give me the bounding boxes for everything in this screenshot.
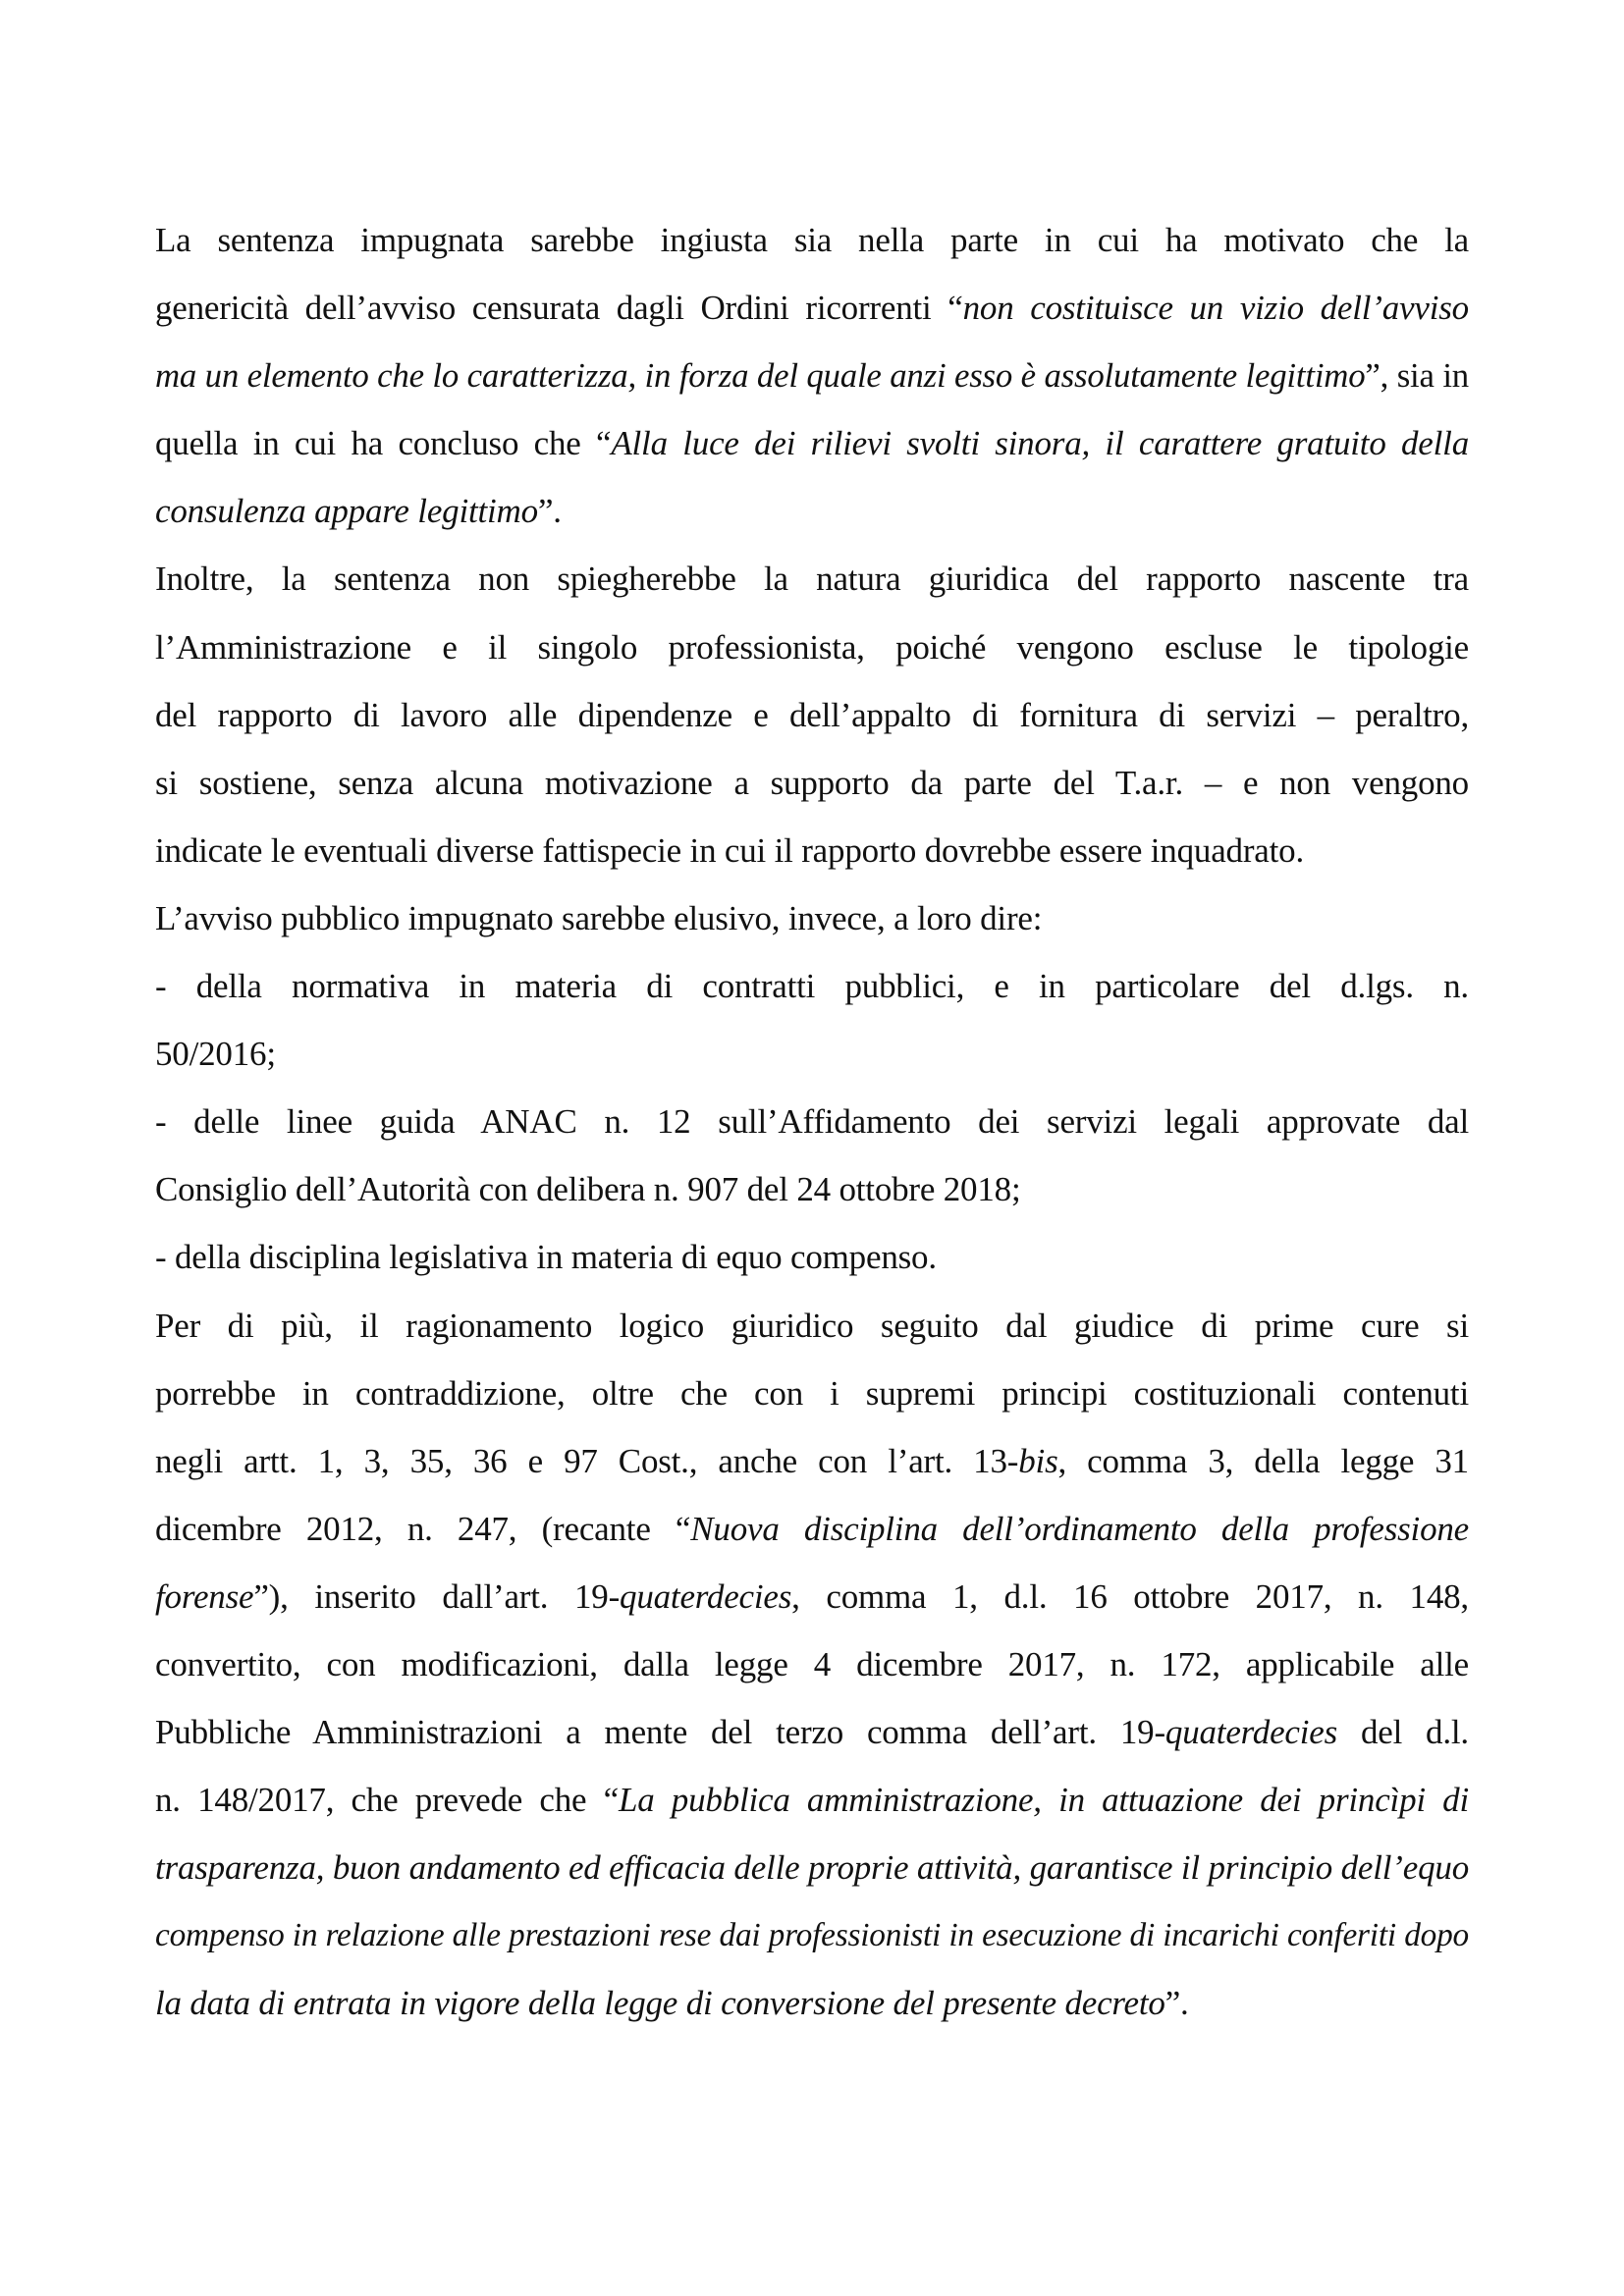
text-line [155, 1088, 1469, 1155]
italic-quote-segment: Alla luce dei rilievi svolti sinora, il carattere gratuito della [611, 424, 1469, 463]
text-segment: , comma 3, della legge 31 [1057, 1441, 1469, 1480]
text-segment: ”), inserito dall’art. 19- [253, 1576, 621, 1616]
text-line [155, 817, 1469, 884]
text-line [155, 1292, 1469, 1360]
text-segment: del rapporto di lavoro alle dipendenze e dell’appalto di fornitura di servizi – peraltro, [155, 695, 1469, 734]
italic-quote-segment: Nuova disciplina dell’ordinamento della professione [690, 1509, 1469, 1548]
text-segment: , comma 1, d.l. 16 ottobre 2017, n. 148, [791, 1576, 1469, 1616]
text-line [155, 1360, 1469, 1427]
paragraph-p5 [155, 1088, 1469, 1223]
text-segment: ”. [1164, 1984, 1189, 2023]
text-line [155, 1698, 1469, 1766]
paragraph-p4 [155, 952, 1469, 1088]
text-line [155, 1563, 1469, 1630]
text-segment: ”. [537, 492, 562, 531]
document-page [155, 206, 1469, 2038]
text-segment: n. 148/2017, che prevede che “ [155, 1781, 619, 1820]
text-segment: convertito, con modificazioni, dalla legge 4 dicembre 2017, n. 172, applicabile alle [155, 1644, 1469, 1683]
text-segment: Per di più, il ragionamento logico giuridico seguito dal giudice di prime cure si [155, 1306, 1469, 1345]
paragraph-p7 [155, 1292, 1469, 2038]
text-segment: del d.l. [1337, 1713, 1469, 1752]
text-line [155, 1155, 1469, 1223]
text-segment: La sentenza impugnata sarebbe ingiusta sia nella parte in cui ha motivato che la [155, 221, 1469, 259]
text-line [155, 477, 1469, 545]
text-segment: L’avviso pubblico impugnato sarebbe elusivo, invece, a loro dire: [155, 898, 1043, 937]
paragraph-p3 [155, 884, 1469, 952]
text-segment: l’Amministrazione e il singolo professionista, poiché vengono escluse le tipologie [155, 627, 1469, 667]
italic-quote-segment: quaterdecies [1164, 1713, 1338, 1752]
text-segment: negli artt. 1, 3, 35, 36 e 97 Cost., anche con l’art. 13- [155, 1441, 1019, 1480]
text-segment: - della disciplina legislativa in materia di equo compenso. [155, 1238, 937, 1277]
text-segment: dicembre 2012, n. 247, (recante “ [155, 1509, 691, 1548]
text-segment: porrebbe in contraddizione, oltre che con i supremi principi costituzionali contenuti [155, 1373, 1469, 1413]
paragraph-p2 [155, 545, 1469, 883]
text-line [155, 342, 1469, 409]
text-line [155, 1969, 1469, 2037]
italic-quote-segment: quaterdecies [620, 1576, 792, 1616]
italic-quote-segment: trasparenza, buon andamento ed efficacia delle proprie attività, garantisce il principio dell’equo [155, 1848, 1469, 1888]
text-segment: quella in cui ha concluso che “ [155, 424, 612, 463]
text-line [155, 206, 1469, 274]
text-segment: genericità dell’avviso censurata dagli Ordini ricorrenti “ [155, 289, 963, 328]
text-segment: Inoltre, la sentenza non spiegherebbe la natura giuridica del rapporto nascente tra [155, 560, 1469, 599]
text-segment: 50/2016; [155, 1035, 276, 1074]
italic-quote-segment: non costituisce un vizio dell’avviso [962, 289, 1469, 328]
text-line [155, 614, 1469, 681]
text-line [155, 409, 1469, 477]
italic-quote-segment: forense [155, 1576, 254, 1616]
text-line [155, 274, 1469, 342]
text-segment: Consiglio dell’Autorità con delibera n. 907 del 24 ottobre 2018; [155, 1170, 1021, 1209]
italic-quote-segment: compenso in relazione alle prestazioni rese dai professionisti in esecuzione di incarichi conferiti dopo [155, 1917, 1469, 1954]
text-segment: - delle linee guida ANAC n. 12 sull’Affidamento dei servizi legali approvate dal [155, 1102, 1469, 1142]
italic-quote-segment: bis [1018, 1441, 1058, 1480]
text-line [155, 884, 1469, 952]
text-segment: si sostiene, senza alcuna motivazione a supporto da parte del T.a.r. – e non vengono [155, 763, 1469, 802]
paragraph-p1 [155, 206, 1469, 545]
text-line [155, 952, 1469, 1020]
text-line [155, 1495, 1469, 1563]
text-line [155, 1427, 1469, 1495]
text-line [155, 1766, 1469, 1834]
text-line [155, 1223, 1469, 1291]
text-segment: indicate le eventuali diverse fattispecie in cui il rapporto dovrebbe essere inquadrato. [155, 830, 1304, 870]
text-line [155, 1020, 1469, 1088]
text-line [155, 681, 1469, 749]
text-segment: - della normativa in materia di contratti pubblici, e in particolare del d.lgs. n. [155, 967, 1469, 1006]
text-line [155, 749, 1469, 817]
text-segment: Pubbliche Amministrazioni a mente del terzo comma dell’art. 19- [155, 1713, 1165, 1752]
italic-quote-segment: la data di entrata in vigore della legge di conversione del presente decreto [155, 1984, 1165, 2023]
italic-quote-segment: La pubblica amministrazione, in attuazione dei princìpi di [618, 1781, 1469, 1820]
italic-quote-segment: consulenza appare legittimo [155, 492, 538, 531]
text-line [155, 1834, 1469, 1901]
text-line [155, 545, 1469, 613]
text-line [155, 1901, 1469, 1969]
italic-quote-segment: ma un elemento che lo caratterizza, in forza del quale anzi esso è assolutamente legittimo [155, 356, 1366, 396]
text-segment: ”, sia in [1365, 356, 1469, 396]
text-line [155, 1630, 1469, 1698]
paragraph-p6 [155, 1223, 1469, 1291]
